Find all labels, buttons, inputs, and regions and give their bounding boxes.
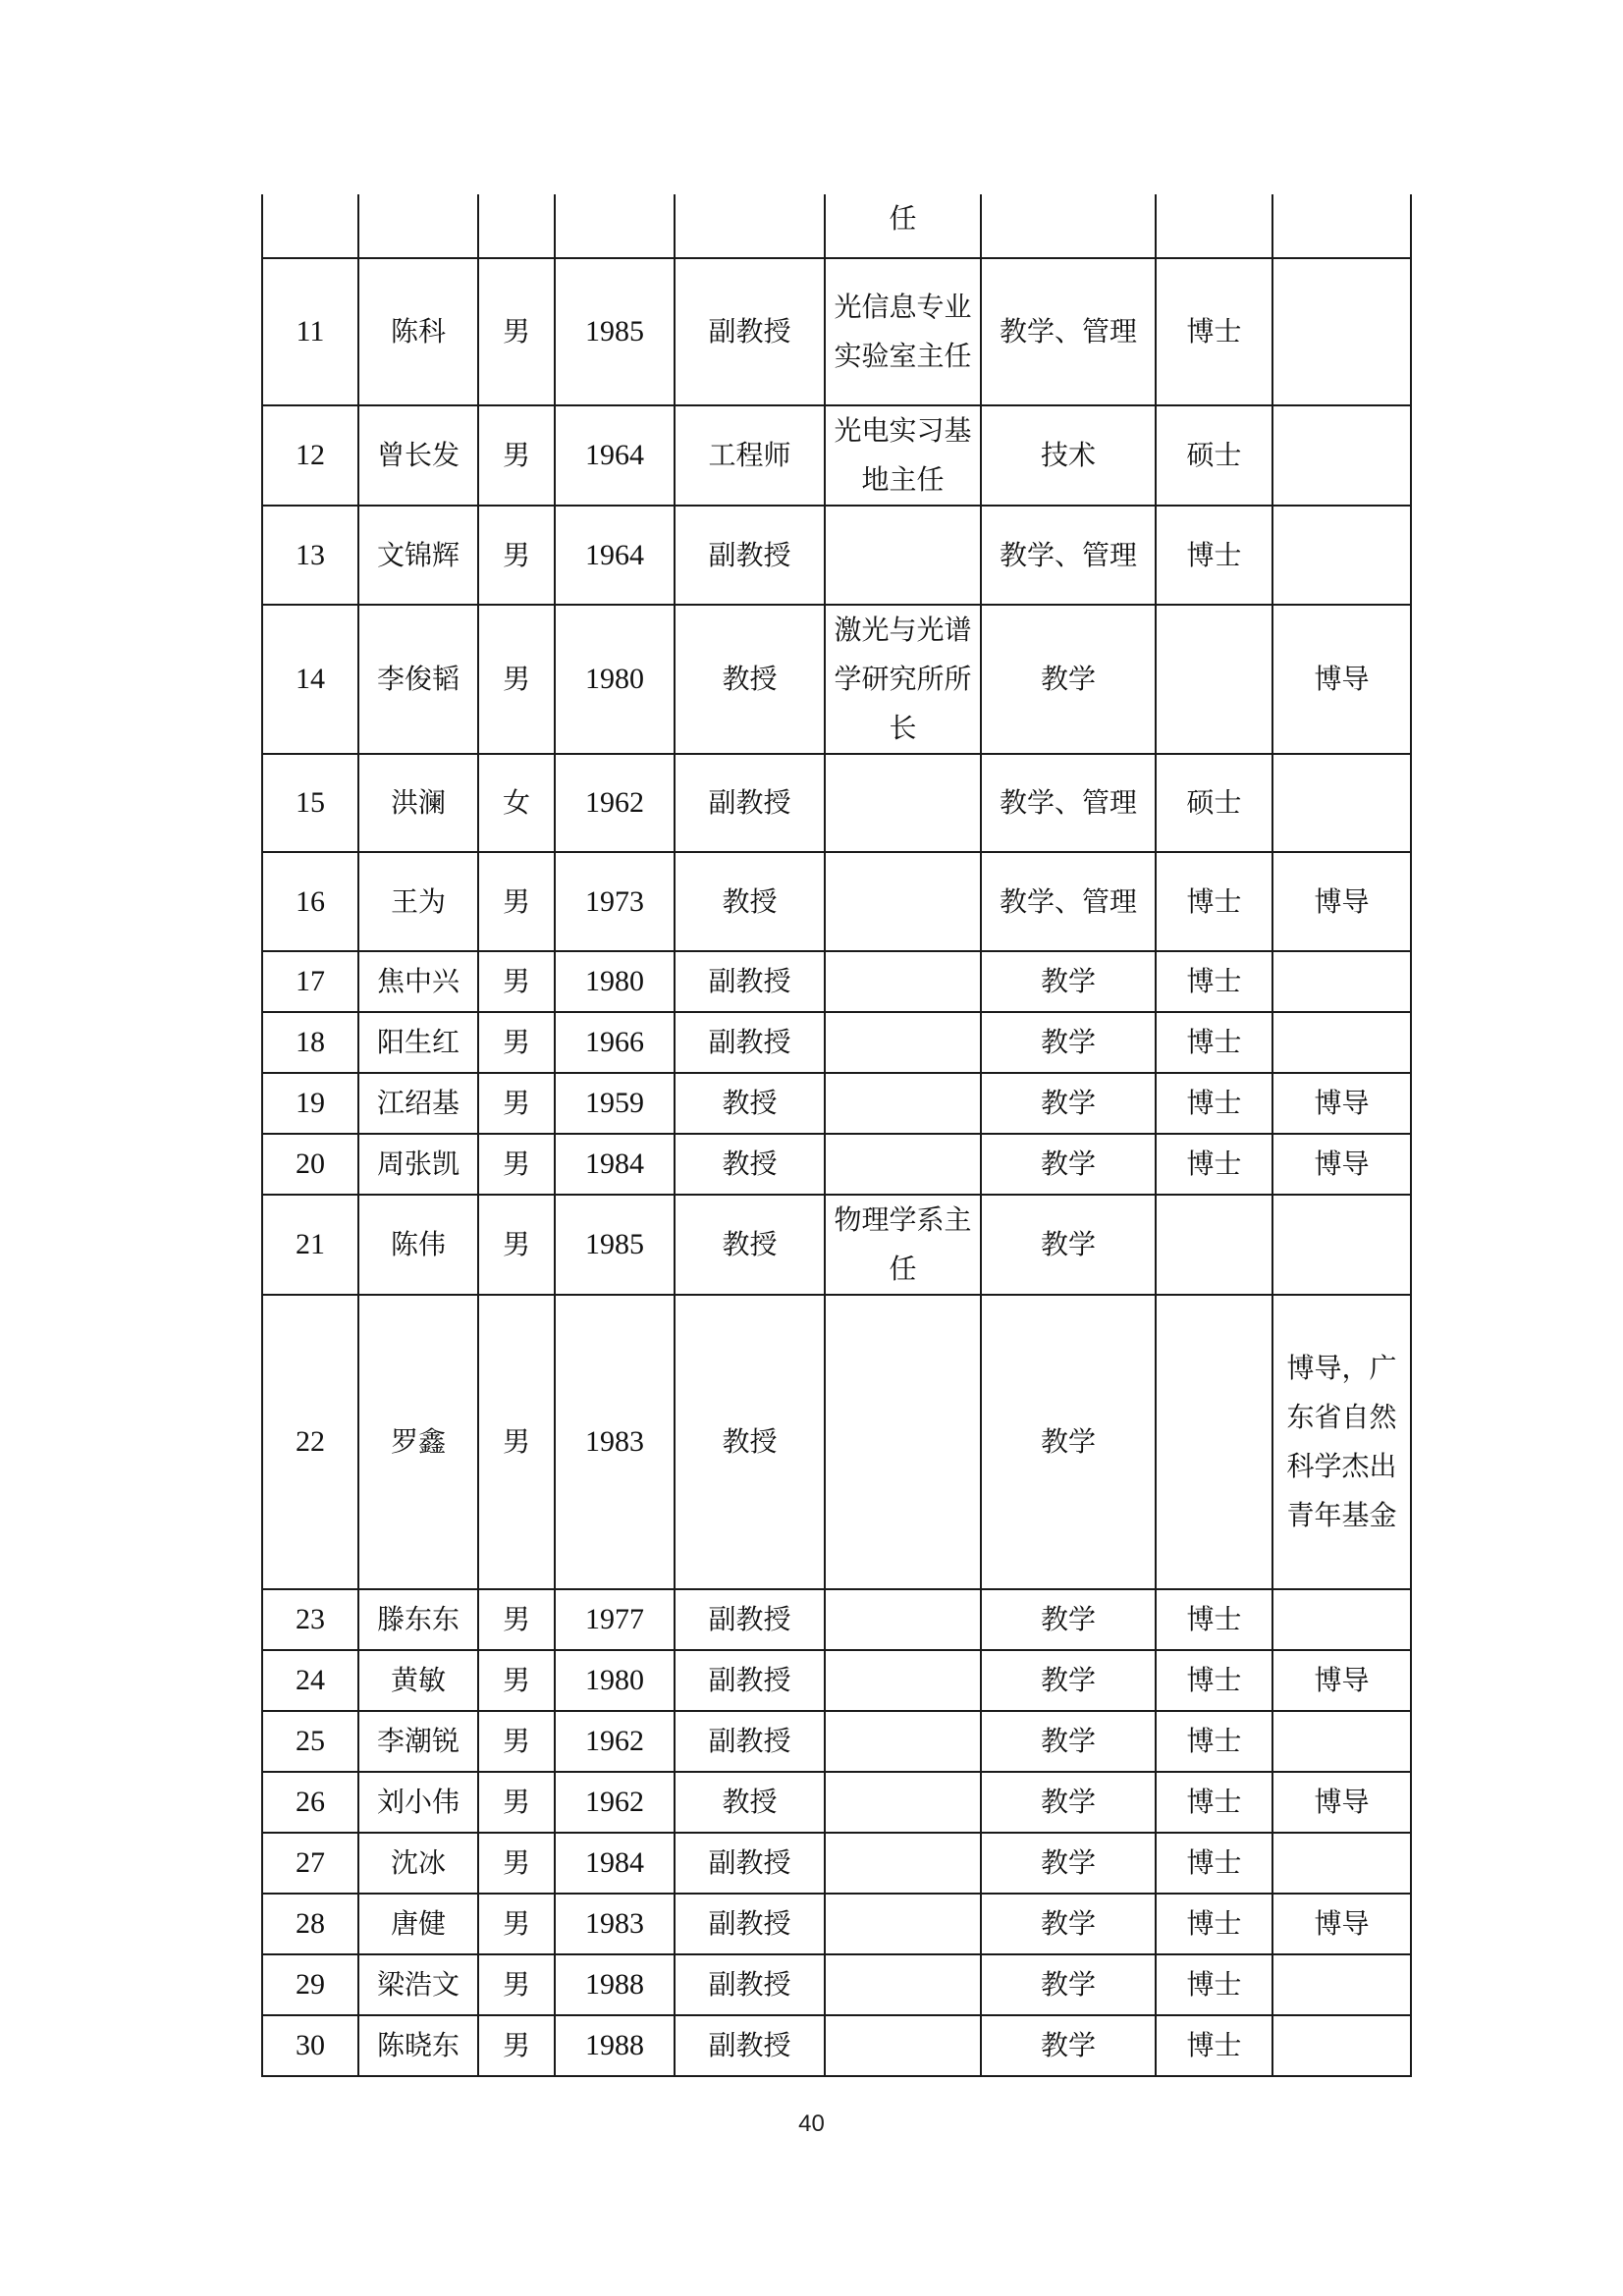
cell-remark [1272, 951, 1411, 1012]
cell-number: 30 [262, 2015, 358, 2076]
cell-number: 11 [262, 258, 358, 405]
cell-title: 教授 [675, 1195, 825, 1295]
cell-position [825, 1772, 981, 1833]
cell-remark: 博导 [1272, 605, 1411, 754]
cell-position: 光电实习基地主任 [825, 405, 981, 506]
cell-remark [1272, 506, 1411, 605]
cell-number: 27 [262, 1833, 358, 1894]
table-row [262, 1012, 1411, 1073]
staff-table [261, 194, 1412, 2077]
cell-gender: 男 [478, 1295, 555, 1589]
cell-remark [1272, 258, 1411, 405]
table-row [262, 405, 1411, 506]
cell-remark: 博导 [1272, 1894, 1411, 1954]
cell-birth-year: 1980 [555, 951, 675, 1012]
cell-position [825, 1650, 981, 1711]
cell-degree [1156, 1195, 1272, 1295]
table-row [262, 852, 1411, 951]
cell-number: 12 [262, 405, 358, 506]
cell-degree: 博士 [1156, 1833, 1272, 1894]
cell-position [825, 852, 981, 951]
cell-role: 教学 [981, 1894, 1156, 1954]
cell-birth-year: 1984 [555, 1833, 675, 1894]
cell-degree: 博士 [1156, 258, 1272, 405]
cell-remark [1272, 2015, 1411, 2076]
cell-role: 教学 [981, 1134, 1156, 1195]
cell-gender: 男 [478, 1012, 555, 1073]
cell-degree: 硕士 [1156, 754, 1272, 852]
cell-title: 副教授 [675, 754, 825, 852]
cell-birth-year: 1962 [555, 1772, 675, 1833]
cell-role: 教学、管理 [981, 258, 1156, 405]
cell-birth-year: 1977 [555, 1589, 675, 1650]
cell-degree: 博士 [1156, 1650, 1272, 1711]
cell-degree: 博士 [1156, 1134, 1272, 1195]
cell-number: 22 [262, 1295, 358, 1589]
cell-degree: 博士 [1156, 852, 1272, 951]
cell-remark [1272, 754, 1411, 852]
cell-role: 教学 [981, 1589, 1156, 1650]
cell-gender: 男 [478, 1589, 555, 1650]
cell-remark [1272, 1195, 1411, 1295]
cell-degree [1156, 605, 1272, 754]
cell-position: 任 [825, 194, 981, 258]
cell-birth-year: 1959 [555, 1073, 675, 1134]
cell-title: 副教授 [675, 258, 825, 405]
cell-gender: 女 [478, 754, 555, 852]
cell-birth-year: 1983 [555, 1295, 675, 1589]
cell-title: 副教授 [675, 1711, 825, 1772]
cell-remark [1272, 194, 1411, 258]
table-row [262, 605, 1411, 754]
cell-remark: 博导 [1272, 852, 1411, 951]
table-row [262, 1833, 1411, 1894]
cell-name: 王为 [358, 852, 478, 951]
cell-name: 刘小伟 [358, 1772, 478, 1833]
cell-remark [1272, 1589, 1411, 1650]
cell-degree: 博士 [1156, 1073, 1272, 1134]
cell-number: 17 [262, 951, 358, 1012]
table-row [262, 1954, 1411, 2015]
cell-role: 教学 [981, 2015, 1156, 2076]
cell-gender: 男 [478, 1711, 555, 1772]
cell-degree [1156, 194, 1272, 258]
cell-birth-year: 1973 [555, 852, 675, 951]
cell-number: 18 [262, 1012, 358, 1073]
cell-position [825, 1295, 981, 1589]
cell-title: 教授 [675, 1134, 825, 1195]
cell-birth-year: 1983 [555, 1894, 675, 1954]
cell-name: 黄敏 [358, 1650, 478, 1711]
cell-name: 李俊韬 [358, 605, 478, 754]
page-number: 40 [798, 2110, 825, 2137]
cell-gender: 男 [478, 951, 555, 1012]
cell-title: 副教授 [675, 2015, 825, 2076]
cell-birth-year: 1962 [555, 1711, 675, 1772]
cell-number: 21 [262, 1195, 358, 1295]
cell-position: 光信息专业实验室主任 [825, 258, 981, 405]
cell-name: 唐健 [358, 1894, 478, 1954]
cell-gender: 男 [478, 605, 555, 754]
cell-remark: 博导 [1272, 1073, 1411, 1134]
cell-degree: 博士 [1156, 1954, 1272, 2015]
table-row [262, 1073, 1411, 1134]
cell-title [675, 194, 825, 258]
cell-title: 副教授 [675, 1650, 825, 1711]
cell-role: 教学 [981, 1833, 1156, 1894]
cell-number: 23 [262, 1589, 358, 1650]
table-row [262, 754, 1411, 852]
cell-role: 教学 [981, 1195, 1156, 1295]
cell-degree: 博士 [1156, 1711, 1272, 1772]
cell-position: 激光与光谱学研究所所长 [825, 605, 981, 754]
cell-role: 教学 [981, 1073, 1156, 1134]
cell-position [825, 1833, 981, 1894]
cell-remark: 博导 [1272, 1650, 1411, 1711]
cell-birth-year: 1988 [555, 2015, 675, 2076]
cell-title: 副教授 [675, 1012, 825, 1073]
table-row [262, 951, 1411, 1012]
cell-role: 教学、管理 [981, 852, 1156, 951]
cell-birth-year: 1985 [555, 258, 675, 405]
cell-name: 陈伟 [358, 1195, 478, 1295]
cell-gender: 男 [478, 1894, 555, 1954]
cell-birth-year: 1980 [555, 1650, 675, 1711]
cell-birth-year: 1988 [555, 1954, 675, 2015]
cell-title: 副教授 [675, 1894, 825, 1954]
cell-role: 教学 [981, 1711, 1156, 1772]
cell-name: 周张凯 [358, 1134, 478, 1195]
cell-number [262, 194, 358, 258]
table-row [262, 194, 1411, 258]
cell-role: 教学 [981, 1650, 1156, 1711]
table-row [262, 1894, 1411, 1954]
cell-role [981, 194, 1156, 258]
cell-title: 副教授 [675, 1589, 825, 1650]
cell-number: 20 [262, 1134, 358, 1195]
cell-remark: 博导，广东省自然科学杰出青年基金 [1272, 1295, 1411, 1589]
cell-role: 技术 [981, 405, 1156, 506]
cell-birth-year: 1984 [555, 1134, 675, 1195]
cell-gender: 男 [478, 1954, 555, 2015]
cell-position [825, 1894, 981, 1954]
cell-name: 罗鑫 [358, 1295, 478, 1589]
cell-degree [1156, 1295, 1272, 1589]
cell-gender: 男 [478, 405, 555, 506]
cell-gender [478, 194, 555, 258]
cell-position [825, 754, 981, 852]
cell-role: 教学 [981, 1012, 1156, 1073]
table-body [262, 194, 1411, 2076]
cell-degree: 博士 [1156, 506, 1272, 605]
cell-degree: 博士 [1156, 1894, 1272, 1954]
cell-gender: 男 [478, 2015, 555, 2076]
cell-name: 陈科 [358, 258, 478, 405]
cell-remark [1272, 1711, 1411, 1772]
table-row [262, 506, 1411, 605]
cell-remark: 博导 [1272, 1134, 1411, 1195]
table-row [262, 258, 1411, 405]
cell-gender: 男 [478, 1650, 555, 1711]
cell-name: 曾长发 [358, 405, 478, 506]
cell-position [825, 1954, 981, 2015]
cell-title: 副教授 [675, 506, 825, 605]
cell-number: 14 [262, 605, 358, 754]
cell-number: 26 [262, 1772, 358, 1833]
cell-birth-year [555, 194, 675, 258]
cell-name: 滕东东 [358, 1589, 478, 1650]
table-row [262, 1589, 1411, 1650]
cell-position [825, 506, 981, 605]
cell-gender: 男 [478, 1073, 555, 1134]
cell-title: 教授 [675, 1295, 825, 1589]
cell-role: 教学、管理 [981, 754, 1156, 852]
cell-gender: 男 [478, 506, 555, 605]
cell-position [825, 1711, 981, 1772]
cell-gender: 男 [478, 1772, 555, 1833]
cell-number: 24 [262, 1650, 358, 1711]
cell-name: 江绍基 [358, 1073, 478, 1134]
cell-birth-year: 1964 [555, 405, 675, 506]
cell-role: 教学、管理 [981, 506, 1156, 605]
cell-remark [1272, 1833, 1411, 1894]
table-row [262, 1711, 1411, 1772]
cell-position [825, 1012, 981, 1073]
cell-birth-year: 1980 [555, 605, 675, 754]
cell-name: 梁浩文 [358, 1954, 478, 2015]
cell-number: 29 [262, 1954, 358, 2015]
cell-title: 副教授 [675, 951, 825, 1012]
cell-name: 陈晓东 [358, 2015, 478, 2076]
cell-name: 焦中兴 [358, 951, 478, 1012]
cell-remark [1272, 405, 1411, 506]
cell-remark [1272, 1954, 1411, 2015]
cell-gender: 男 [478, 1833, 555, 1894]
cell-gender: 男 [478, 258, 555, 405]
cell-title: 副教授 [675, 1833, 825, 1894]
cell-position [825, 1134, 981, 1195]
cell-degree: 博士 [1156, 1589, 1272, 1650]
cell-number: 15 [262, 754, 358, 852]
cell-title: 教授 [675, 852, 825, 951]
cell-number: 19 [262, 1073, 358, 1134]
cell-name: 文锦辉 [358, 506, 478, 605]
table-row [262, 1195, 1411, 1295]
cell-role: 教学 [981, 1772, 1156, 1833]
cell-degree: 硕士 [1156, 405, 1272, 506]
table-row [262, 2015, 1411, 2076]
cell-position [825, 1073, 981, 1134]
cell-name: 阳生红 [358, 1012, 478, 1073]
cell-name: 沈冰 [358, 1833, 478, 1894]
cell-role: 教学 [981, 1954, 1156, 2015]
cell-name: 洪澜 [358, 754, 478, 852]
cell-role: 教学 [981, 951, 1156, 1012]
cell-gender: 男 [478, 1134, 555, 1195]
cell-birth-year: 1964 [555, 506, 675, 605]
cell-name [358, 194, 478, 258]
cell-degree: 博士 [1156, 951, 1272, 1012]
cell-position: 物理学系主任 [825, 1195, 981, 1295]
cell-number: 16 [262, 852, 358, 951]
cell-gender: 男 [478, 1195, 555, 1295]
cell-title: 工程师 [675, 405, 825, 506]
table-row [262, 1134, 1411, 1195]
cell-position [825, 951, 981, 1012]
cell-remark: 博导 [1272, 1772, 1411, 1833]
cell-birth-year: 1962 [555, 754, 675, 852]
cell-remark [1272, 1012, 1411, 1073]
cell-number: 25 [262, 1711, 358, 1772]
cell-title: 副教授 [675, 1954, 825, 2015]
table-row [262, 1295, 1411, 1589]
cell-title: 教授 [675, 1073, 825, 1134]
table-row [262, 1650, 1411, 1711]
table-row [262, 1772, 1411, 1833]
cell-gender: 男 [478, 852, 555, 951]
cell-name: 李潮锐 [358, 1711, 478, 1772]
cell-title: 教授 [675, 1772, 825, 1833]
cell-title: 教授 [675, 605, 825, 754]
cell-degree: 博士 [1156, 1772, 1272, 1833]
cell-position [825, 1589, 981, 1650]
cell-number: 13 [262, 506, 358, 605]
cell-birth-year: 1985 [555, 1195, 675, 1295]
cell-degree: 博士 [1156, 2015, 1272, 2076]
cell-position [825, 2015, 981, 2076]
cell-role: 教学 [981, 1295, 1156, 1589]
cell-role: 教学 [981, 605, 1156, 754]
cell-degree: 博士 [1156, 1012, 1272, 1073]
cell-number: 28 [262, 1894, 358, 1954]
cell-birth-year: 1966 [555, 1012, 675, 1073]
